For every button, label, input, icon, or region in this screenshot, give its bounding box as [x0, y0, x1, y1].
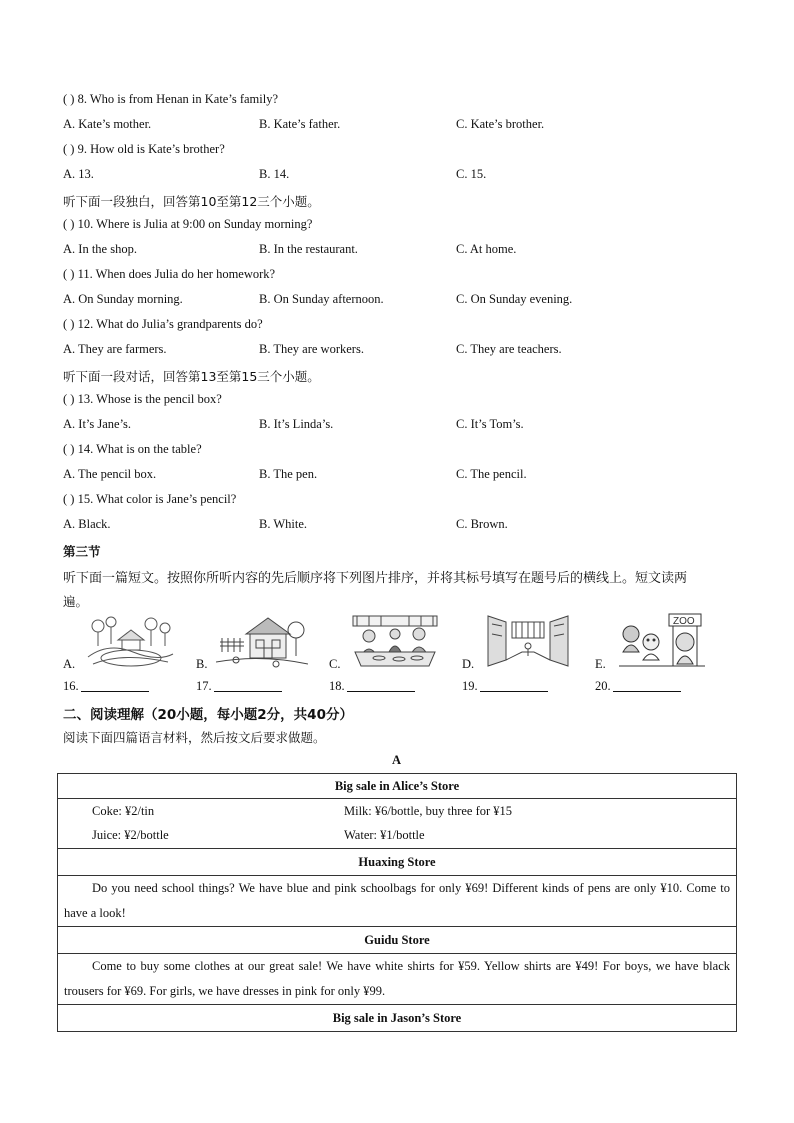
question-12-option-c: C. They are teachers. — [456, 342, 562, 356]
blank-number: 16. — [63, 679, 79, 693]
blank-line — [613, 679, 681, 692]
question-9-option-a: A. 13. — [63, 167, 94, 181]
question-10-stem: ( ) 10. Where is Julia at 9:00 on Sunday morning? — [63, 217, 313, 231]
blank-line — [480, 679, 548, 692]
answer-blank-18[interactable] — [329, 679, 415, 694]
question-11-option-b: B. On Sunday afternoon. — [259, 292, 384, 306]
question-15-stem: ( ) 15. What color is Jane’s pencil? — [63, 492, 237, 506]
family-dinner-icon — [349, 612, 441, 670]
reading-intro: 阅读下面四篇语言材料，然后按文后要求做题。 — [63, 730, 326, 745]
dialogue-instruction: 听下面一段对话，回答第13至第15三个小题。 — [63, 369, 320, 384]
guidu-store-text: Come to buy some clothes at our great sale! We have white shirts for ¥59. Yellow shirts are ¥49! For boys, we have black trousers for ¥69. For girls, we have dresses in pink for only ¥99. — [58, 954, 737, 1005]
answer-blank-19[interactable] — [462, 679, 548, 694]
question-14-option-c: C. The pencil. — [456, 467, 527, 481]
picture-label-d: D. — [462, 657, 475, 671]
blank-number: 19. — [462, 679, 478, 693]
question-13-option-c: C. It’s Tom’s. — [456, 417, 524, 431]
alice-item-juice: Juice: ¥2/bottle — [58, 824, 339, 849]
svg-text:ZOO: ZOO — [673, 616, 695, 627]
section-3-instruction-line1: 听下面一篇短文。按照你所听内容的先后顺序将下列图片排序，并将其标号填写在题号后的横线上。短文读两 — [63, 571, 688, 586]
question-12-option-a: A. They are farmers. — [63, 342, 167, 356]
alice-item-coke: Coke: ¥2/tin — [58, 799, 339, 824]
blank-line — [347, 679, 415, 692]
question-14-option-a: A. The pencil box. — [63, 467, 157, 481]
guidu-store-title: Guidu Store — [58, 927, 737, 954]
answer-blank-17[interactable] — [196, 679, 282, 694]
question-9-option-b: B. 14. — [259, 167, 290, 181]
monologue-instruction: 听下面一段独白，回答第10至第12三个小题。 — [63, 194, 320, 209]
question-10-option-b: B. In the restaurant. — [259, 242, 358, 256]
picture-label-e: E. — [595, 657, 606, 671]
answer-blank-16[interactable] — [63, 679, 149, 694]
park-scene-icon — [83, 612, 175, 670]
question-15-option-a: A. Black. — [63, 517, 111, 531]
question-15-option-c: C. Brown. — [456, 517, 508, 531]
huaxing-store-text: Do you need school things? We have blue and pink schoolbags for only ¥69! Different kinds of pens are only ¥10. Come to have a look! — [58, 876, 737, 927]
question-8-option-a: A. Kate’s mother. — [63, 117, 152, 131]
question-11-option-a: A. On Sunday morning. — [63, 292, 183, 306]
question-13-stem: ( ) 13. Whose is the pencil box? — [63, 392, 222, 406]
question-13-option-b: B. It’s Linda’s. — [259, 417, 334, 431]
picture-label-c: C. — [329, 657, 341, 671]
ads-table — [57, 773, 737, 1032]
blank-line — [214, 679, 282, 692]
question-10-option-a: A. In the shop. — [63, 242, 137, 256]
alice-store-title: Big sale in Alice’s Store — [58, 774, 737, 799]
question-11-stem: ( ) 11. When does Julia do her homework? — [63, 267, 276, 281]
question-8-stem: ( ) 8. Who is from Henan in Kate’s family? — [63, 92, 278, 106]
question-13-option-a: A. It’s Jane’s. — [63, 417, 132, 431]
alice-item-water: Water: ¥1/bottle — [338, 824, 737, 849]
question-14-option-b: B. The pen. — [259, 467, 318, 481]
blank-number: 20. — [595, 679, 611, 693]
question-10-option-c: C. At home. — [456, 242, 517, 256]
question-14-stem: ( ) 14. What is on the table? — [63, 442, 202, 456]
question-12-option-b: B. They are workers. — [259, 342, 364, 356]
question-9-option-c: C. 15. — [456, 167, 487, 181]
picture-label-b: B. — [196, 657, 208, 671]
blank-number: 17. — [196, 679, 212, 693]
section-3-title: 第三节 — [63, 544, 101, 559]
answer-blank-20[interactable] — [595, 679, 681, 694]
reading-section-title: 二、阅读理解（20小题，每小题2分，共40分） — [63, 707, 353, 723]
street-shops-icon — [482, 612, 574, 670]
zoo-animals-icon — [615, 612, 707, 670]
question-11-option-c: C. On Sunday evening. — [456, 292, 573, 306]
question-8-option-c: C. Kate’s brother. — [456, 117, 545, 131]
huaxing-store-title: Huaxing Store — [58, 849, 737, 876]
question-8-option-b: B. Kate’s father. — [259, 117, 341, 131]
passage-label: A — [392, 753, 402, 767]
alice-item-milk: Milk: ¥6/bottle, buy three for ¥15 — [338, 799, 737, 824]
house-scene-icon — [216, 612, 308, 670]
blank-line — [81, 679, 149, 692]
section-3-instruction-line2: 遍。 — [63, 594, 89, 609]
blank-number: 18. — [329, 679, 345, 693]
question-9-stem: ( ) 9. How old is Kate’s brother? — [63, 142, 225, 156]
question-12-stem: ( ) 12. What do Julia’s grandparents do? — [63, 317, 263, 331]
picture-label-a: A. — [63, 657, 76, 671]
jason-store-title: Big sale in Jason’s Store — [58, 1005, 737, 1032]
question-15-option-b: B. White. — [259, 517, 308, 531]
